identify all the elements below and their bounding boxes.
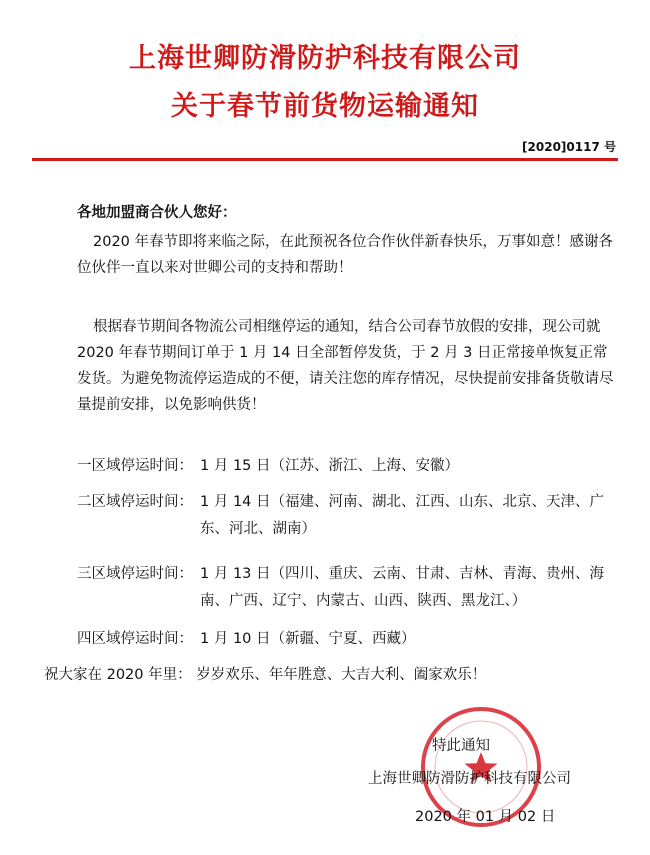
- region-stop-date: 1 月 10 日（新疆、宁夏、西藏）: [200, 631, 416, 647]
- paragraph-new-year-greeting: 2020 年春节即将来临之际，在此预祝各位合作伙伴新春快乐，万事如意！感谢各位伙伴一直以来对世卿公司的支持和帮助！: [77, 234, 614, 276]
- region-stop-date: 1 月 15 日（江苏、浙江、上海、安徽）: [200, 458, 460, 474]
- document-title-subject: 关于春节前货物运输通知: [171, 91, 479, 122]
- region-stop-date: 1 月 13 日（四川、重庆、云南、甘肃、吉林、青海、贵州、海南、广西、辽宁、内蒙古、山西、陕西、黑龙江、）: [200, 566, 605, 609]
- salutation: 各地加盟商合伙人您好：: [77, 205, 237, 221]
- issuing-company: 上海世卿防滑防护科技有限公司: [368, 771, 571, 787]
- paragraph-shipping-notice: 根据春节期间各物流公司相继停运的通知，结合公司春节放假的安排，现公司就 2020 年春节期间订单于 1 月 14 日全部暂停发货，于 2 月 3 日正常接单恢复正常发货。为避免物流停运造成的不便，请关注您的库存情况，尽快提前安排备货敬请尽量提前安排，以免影响供货！: [77, 319, 614, 413]
- new-year-wishes: 祝大家在 2020 年里： 岁岁欢乐、年年胜意、大吉大利、阖家欢乐！: [44, 667, 487, 683]
- document-title-company: 上海世卿防滑防护科技有限公司: [129, 43, 521, 74]
- region-label: 四区域停运时间：: [77, 631, 193, 647]
- issue-date: 2020 年 01 月 02 日: [415, 809, 556, 825]
- region-label: 三区域停运时间：: [77, 566, 193, 582]
- document-number: [2020]0117 号: [522, 140, 616, 154]
- closing-remark: 特此通知: [432, 738, 490, 754]
- red-divider-line: [32, 158, 618, 161]
- region-label: 二区域停运时间：: [77, 494, 193, 510]
- region-stop-date: 1 月 14 日（福建、河南、湖北、江西、山东、北京、天津、广东、河北、湖南）: [200, 494, 605, 537]
- region-label: 一区域停运时间：: [77, 458, 193, 474]
